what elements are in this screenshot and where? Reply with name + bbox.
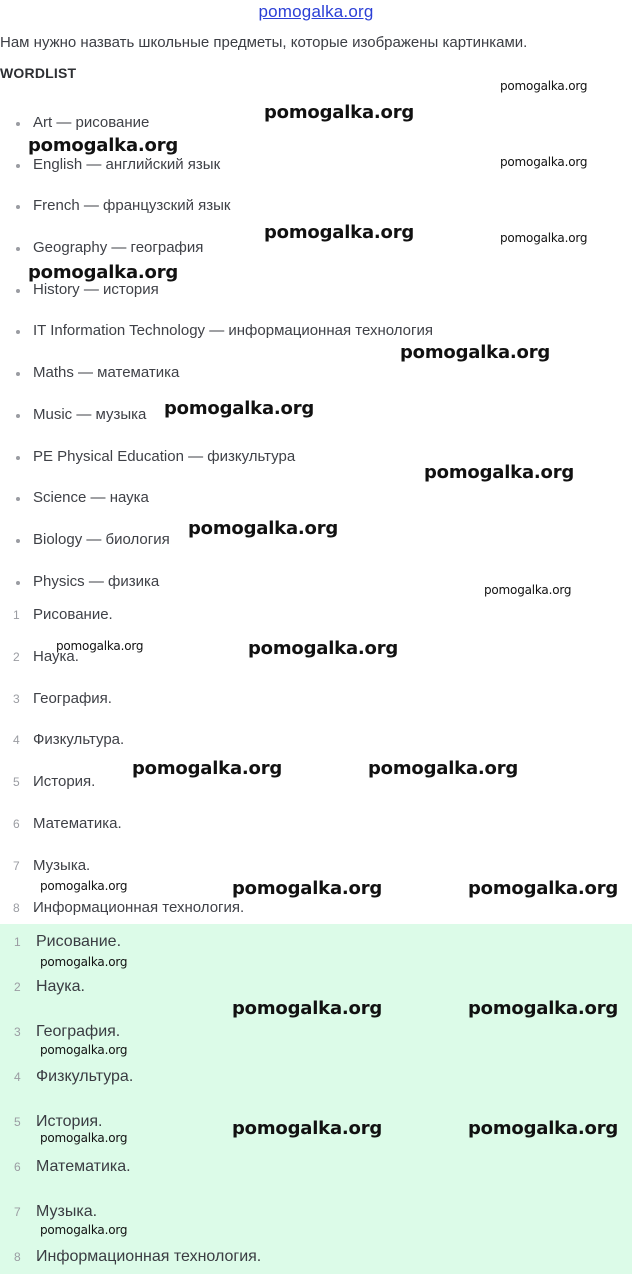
watermark: pomogalka.org bbox=[132, 758, 283, 779]
wordlist-item bbox=[0, 440, 433, 482]
wordlist-item-text: Music — музыка bbox=[33, 405, 147, 423]
answer-item bbox=[0, 1241, 261, 1274]
numbered-item-text: Музыка. bbox=[33, 856, 91, 874]
item-number: 2 bbox=[14, 980, 21, 994]
answer-list bbox=[0, 926, 261, 1274]
watermark: pomogalka.org bbox=[232, 878, 383, 899]
answer-item-text: Наука. bbox=[36, 978, 85, 995]
answer-item-text: Математика. bbox=[36, 1158, 131, 1175]
item-number: 8 bbox=[14, 1250, 21, 1264]
bullet-icon bbox=[16, 205, 20, 209]
wordlist-item-text: English — английский язык bbox=[33, 155, 221, 173]
bullet-icon bbox=[16, 539, 20, 543]
item-number: 7 bbox=[14, 1205, 21, 1219]
answer-box bbox=[0, 924, 632, 1274]
watermark: pomogalka.org bbox=[28, 262, 179, 283]
numbered-item-text: Физкультура. bbox=[33, 731, 125, 749]
bullet-icon bbox=[16, 497, 20, 501]
answer-item-text: Информационная технология. bbox=[36, 1248, 262, 1265]
item-number: 3 bbox=[14, 1025, 21, 1039]
numbered-item bbox=[0, 682, 244, 724]
answer-item bbox=[0, 971, 261, 1016]
watermark: pomogalka.org bbox=[232, 998, 383, 1019]
watermark: pomogalka.org bbox=[500, 79, 588, 93]
answer-item-text: Музыка. bbox=[36, 1203, 98, 1220]
answer-item-text: История. bbox=[36, 1113, 103, 1130]
wordlist-item-text: Physics — физика bbox=[33, 572, 160, 590]
watermark: pomogalka.org bbox=[500, 231, 588, 245]
watermark: pomogalka.org bbox=[500, 155, 588, 169]
watermark: pomogalka.org bbox=[468, 1118, 619, 1139]
bullet-icon bbox=[16, 289, 20, 293]
bullet-icon bbox=[16, 247, 20, 251]
watermark: pomogalka.org bbox=[248, 638, 399, 659]
watermark: pomogalka.org bbox=[484, 583, 572, 597]
wordlist-item-text: Science — наука bbox=[33, 489, 149, 507]
wordlist-item-text: History — история bbox=[33, 280, 159, 298]
wordlist-item bbox=[0, 314, 433, 356]
intro-text: Нам нужно назвать школьные предметы, которые изображены картинками. bbox=[0, 34, 528, 51]
wordlist-item-text: PE Physical Education — физкультура bbox=[33, 447, 296, 465]
watermark: pomogalka.org bbox=[164, 398, 315, 419]
item-number: 5 bbox=[13, 775, 20, 790]
numbered-item-text: География. bbox=[33, 689, 112, 707]
numbered-item bbox=[0, 598, 244, 640]
watermark: pomogalka.org bbox=[40, 1043, 128, 1057]
wordlist-item-text: IT Information Technology — информационная технология bbox=[33, 322, 433, 340]
wordlist-item-text: Art — рисование bbox=[33, 114, 150, 131]
wordlist-item bbox=[0, 481, 433, 523]
wordlist-item-text: French — французский язык bbox=[33, 197, 231, 215]
item-number: 3 bbox=[13, 691, 20, 706]
numbered-item-text: Информационная технология. bbox=[33, 898, 245, 916]
numbered-item-text: Рисование. bbox=[33, 606, 113, 623]
numbered-item-text: Математика. bbox=[33, 814, 122, 832]
item-number: 5 bbox=[14, 1115, 21, 1129]
watermark: pomogalka.org bbox=[264, 102, 415, 123]
watermark: pomogalka.org bbox=[40, 1131, 128, 1145]
numbered-item bbox=[0, 807, 244, 849]
bullet-icon bbox=[16, 414, 20, 418]
watermark: pomogalka.org bbox=[424, 462, 575, 483]
item-number: 1 bbox=[14, 935, 21, 949]
item-number: 1 bbox=[13, 608, 20, 622]
watermark: pomogalka.org bbox=[40, 1223, 128, 1237]
bullet-icon bbox=[16, 456, 20, 460]
watermark: pomogalka.org bbox=[188, 518, 339, 539]
item-number: 4 bbox=[13, 733, 20, 748]
item-number: 8 bbox=[13, 900, 20, 915]
wordlist-item-text: Maths — математика bbox=[33, 364, 180, 382]
watermark: pomogalka.org bbox=[264, 222, 415, 243]
answer-item bbox=[0, 1061, 261, 1106]
item-number: 2 bbox=[13, 649, 20, 664]
answer-item bbox=[0, 1151, 261, 1196]
watermark: pomogalka.org bbox=[40, 955, 128, 969]
watermark: pomogalka.org bbox=[28, 135, 179, 156]
watermark: pomogalka.org bbox=[232, 1118, 383, 1139]
item-number: 7 bbox=[13, 858, 20, 873]
watermark: pomogalka.org bbox=[56, 639, 144, 653]
bullet-icon bbox=[16, 164, 20, 168]
bullet-icon bbox=[16, 372, 20, 376]
wordlist-item bbox=[0, 356, 433, 398]
item-number: 6 bbox=[13, 816, 20, 831]
answer-item-text: Рисование. bbox=[36, 933, 122, 950]
numbered-item-text: История. bbox=[33, 773, 96, 791]
bullet-icon bbox=[16, 581, 20, 585]
watermark: pomogalka.org bbox=[40, 879, 128, 893]
answer-item-text: География. bbox=[36, 1023, 121, 1040]
wordlist-item-text: Biology — биология bbox=[33, 530, 170, 548]
bullet-icon bbox=[16, 122, 20, 126]
wordlist-heading: WORDLIST bbox=[0, 65, 77, 81]
site-header-link[interactable]: pomogalka.org bbox=[258, 2, 374, 21]
numbered-item-text: Наука. bbox=[33, 647, 79, 665]
item-number: 6 bbox=[14, 1160, 21, 1174]
watermark: pomogalka.org bbox=[400, 342, 551, 363]
answer-item-text: Физкультура. bbox=[36, 1068, 134, 1085]
watermark: pomogalka.org bbox=[368, 758, 519, 779]
watermark: pomogalka.org bbox=[468, 878, 619, 899]
watermark: pomogalka.org bbox=[468, 998, 619, 1019]
wordlist-item-text: Geography — география bbox=[33, 239, 204, 257]
item-number: 4 bbox=[14, 1070, 21, 1084]
bullet-icon bbox=[16, 330, 20, 334]
